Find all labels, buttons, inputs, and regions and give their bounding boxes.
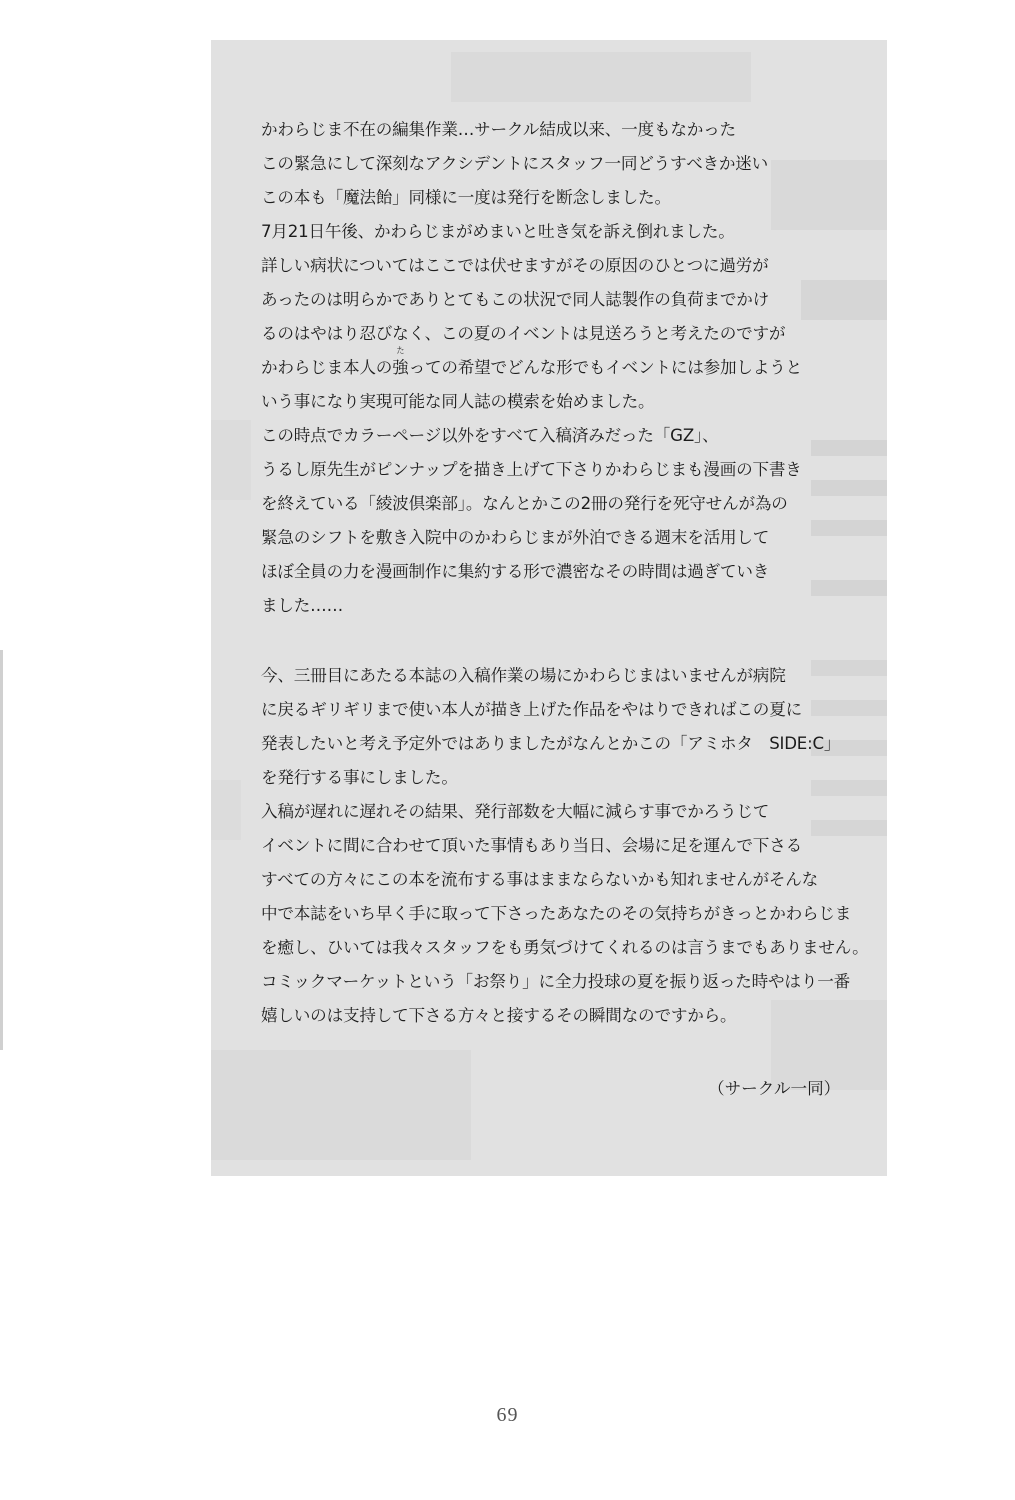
text-line: コミックマーケットという「お祭り」に全力投球の夏を振り返った時やはり一番 <box>261 972 851 991</box>
text-line-with-ruby <box>261 346 803 379</box>
text-line: 緊急のシフトを敷き入院中のかわらじまが外泊できる週末を活用して <box>261 528 770 547</box>
text-line: に戻るギリギリまで使い本人が描き上げた作品をやはりできればこの夏に <box>261 700 802 719</box>
text-line: 今、三冊目にあたる本誌の入稿作業の場にかわらじまはいませんが病院 <box>261 666 786 685</box>
text-line: この時点でカラーページ以外をすべて入稿済みだった「GZ」、 <box>261 426 719 445</box>
text-line: を発行する事にしました。 <box>261 768 458 787</box>
text-line: あったのは明らかでありとてもこの状況で同人誌製作の負荷までかけ <box>261 290 770 309</box>
text-segment: かわらじま本人の <box>261 358 393 377</box>
text-line: かわらじま不在の編集作業…サークル結成以来、一度もなかった <box>261 120 736 139</box>
text-line: 中で本誌をいち早く手に取って下さったあなたのその気持ちがきっとかわらじま <box>261 904 852 923</box>
signature: （サークル一同） <box>708 1079 841 1098</box>
ruby-reading: た <box>396 346 405 355</box>
text-line: 発表したいと考え予定外ではありましたがなんとかこの「アミホタ SIDE:C」 <box>261 734 841 753</box>
text-line: うるし原先生がピンナップを描き上げて下さりかわらじまも漫画の下書き <box>261 460 802 479</box>
text-line: を癒し、ひいては我々スタッフをも勇気づけてくれるのは言うまでもありません。 <box>261 938 869 957</box>
text-line: 嬉しいのは支持して下さる方々と接するその瞬間なのですから。 <box>261 1006 737 1025</box>
page-number: 69 <box>496 1404 519 1426</box>
text-line: イベントに間に合わせて頂いた事情もあり当日、会場に足を運んで下さる <box>261 836 802 855</box>
text-line: この緊急にして深刻なアクシデントにスタッフ一同どうすべきか迷い <box>261 154 769 173</box>
ruby-base: 強 <box>392 358 409 377</box>
text-line: るのはやはり忍びなく、この夏のイベントは見送ろうと考えたのですが <box>261 324 786 343</box>
scan-edge-shadow <box>0 650 3 1050</box>
text-line: この本も「魔法飴」同様に一度は発行を断念しました。 <box>261 188 671 207</box>
text-panel <box>211 40 887 1176</box>
text-line: を終えている「綾波倶楽部」。なんとかこの2冊の発行を死守せんが為の <box>261 494 788 513</box>
text-line: ました…… <box>261 596 343 615</box>
text-line: いう事になり実現可能な同人誌の模索を始めました。 <box>261 392 655 411</box>
text-line: 詳しい病状についてはここでは伏せますがその原因のひとつに過労が <box>261 256 769 275</box>
text-line: ほぼ全員の力を漫画制作に集約する形で濃密なその時間は過ぎていき <box>261 562 770 581</box>
ruby-kanji <box>392 346 409 379</box>
text-line: すべての方々にこの本を流布する事はままならないかも知れませんがそんな <box>261 870 819 889</box>
text-line: 7月21日午後、かわらじまがめまいと吐き気を訴え倒れました。 <box>261 222 735 241</box>
text-segment: っての希望でどんな形でもイベントには参加しようと <box>408 358 803 377</box>
text-line: 入稿が遅れに遅れその結果、発行部数を大幅に減らす事でかろうじて <box>261 802 770 821</box>
